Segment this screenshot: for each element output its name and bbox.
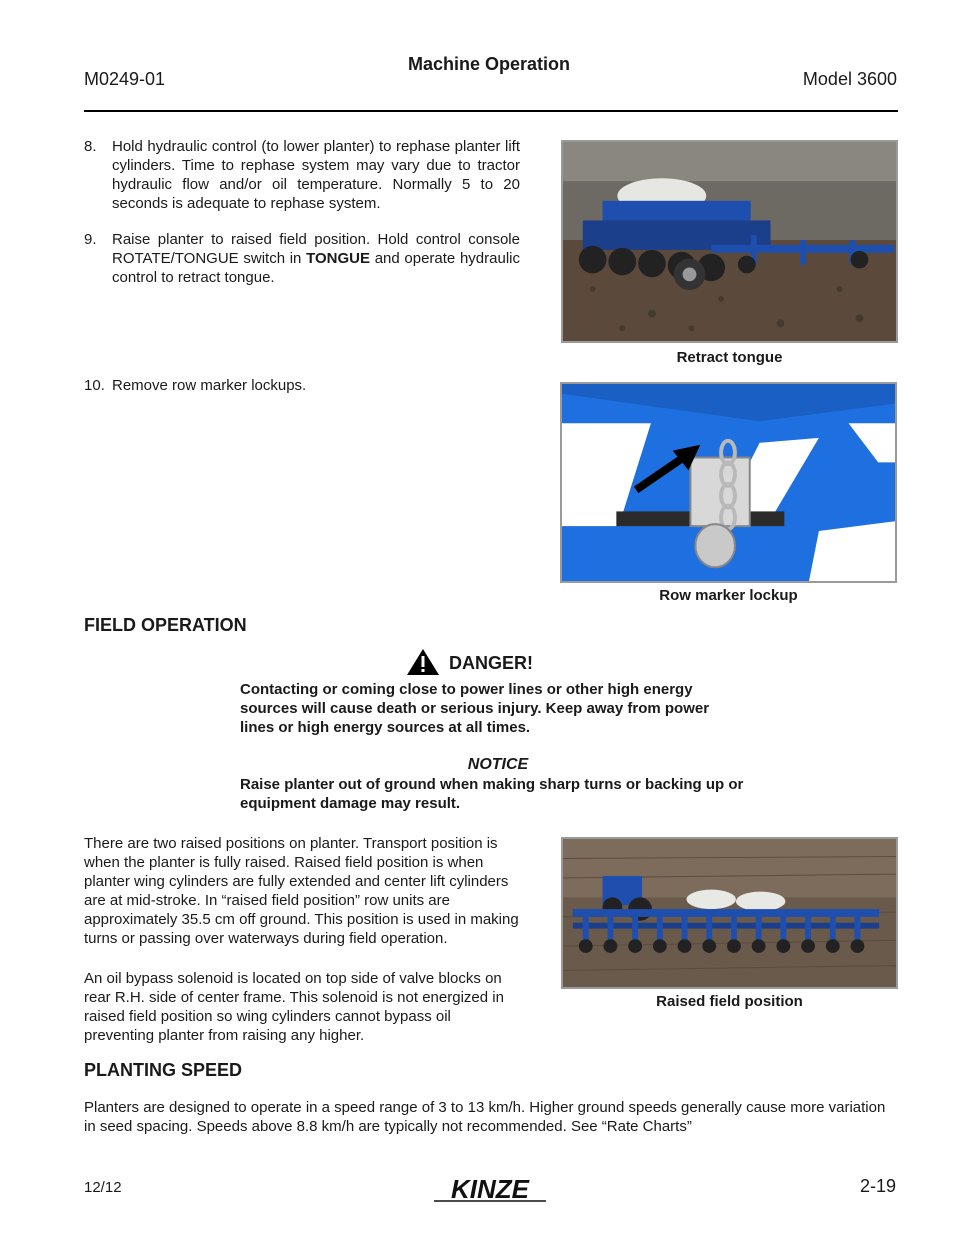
step-text-part: Raise planter to raised field position. Hold control console ROTATE/TONGUE switch in: [112, 231, 520, 267]
raised-field-position-photo: [561, 837, 898, 989]
step-text: Hold hydraulic control (to lower planter) to rephase planter lift cylinders. Time to rephase system may vary due to tractor hydraulic flow and/or oil temperature. Normally 5 to 20 seconds is adequate to rephase system.: [112, 138, 520, 212]
step-8: [84, 137, 520, 213]
step-text-part: and operate hydraulic control to retract tongue.: [112, 250, 520, 286]
kinze-logo: [430, 1176, 550, 1204]
step-10: [84, 376, 520, 395]
switch-position-label: TONGUE: [306, 250, 370, 267]
step-text: Remove row marker lockups.: [112, 377, 307, 394]
section-title: Machine Operation: [407, 54, 571, 74]
bypass-solenoid-paragraph: An oil bypass solenoid is located on top side of valve blocks on rear R.H. side of center frame. This solenoid is not energized in raised field position so wing cylinders cannot bypass oil preventing planter from raising any higher.: [84, 970, 504, 1044]
danger-text: Contacting or coming close to power lines or other high energy sources will cause death or serious injury. Keep away from power lines or high energy sources at all times.: [240, 681, 710, 736]
page-number: 2-19: [859, 1176, 896, 1196]
figure-caption: Retract tongue: [676, 349, 783, 366]
warning-triangle-icon: [406, 648, 440, 676]
kinze-logo-text: KINZE: [451, 1176, 529, 1204]
retract-tongue-photo: [561, 140, 898, 343]
model-label: Model 3600: [802, 69, 897, 89]
planting-speed-text: Planters are designed to operate in a speed range of 3 to 13 km/h. Higher ground speeds generally cause more variation in seed spacing. Speeds above 8.8 km/h are typically not recommended. See “Rate Charts”: [84, 1099, 886, 1135]
danger-title: DANGER!: [449, 653, 533, 673]
step-text: [84, 230, 520, 287]
step-9: [84, 230, 520, 287]
step-number: 9.: [84, 231, 97, 248]
revision-date: 12/12: [84, 1179, 122, 1196]
document-number: M0249-01: [84, 69, 166, 89]
notice-text: Raise planter out of ground when making sharp turns or backing up or equipment damage may result.: [240, 776, 744, 812]
step-number: 10.: [84, 377, 105, 394]
planting-speed-heading: PLANTING SPEED: [84, 1060, 243, 1080]
header-divider: [84, 110, 898, 112]
field-operation-heading: FIELD OPERATION: [84, 615, 247, 635]
notice-title: NOTICE: [467, 756, 529, 773]
step-number: 8.: [84, 138, 97, 155]
raised-positions-paragraph: There are two raised positions on planter. Transport position is when the planter is fully raised. Raised field position is when planter wing cylinders are fully extended and center lift cylinders are at mid-stroke. In “raised field position” row units are approximately 35.5 cm off ground. This position is used in making turns or passing over waterways during field operation.: [84, 835, 519, 947]
row-marker-lockup-photo: [560, 382, 897, 583]
figure-caption: Row marker lockup: [659, 587, 798, 604]
figure-caption: Raised field position: [656, 993, 803, 1010]
